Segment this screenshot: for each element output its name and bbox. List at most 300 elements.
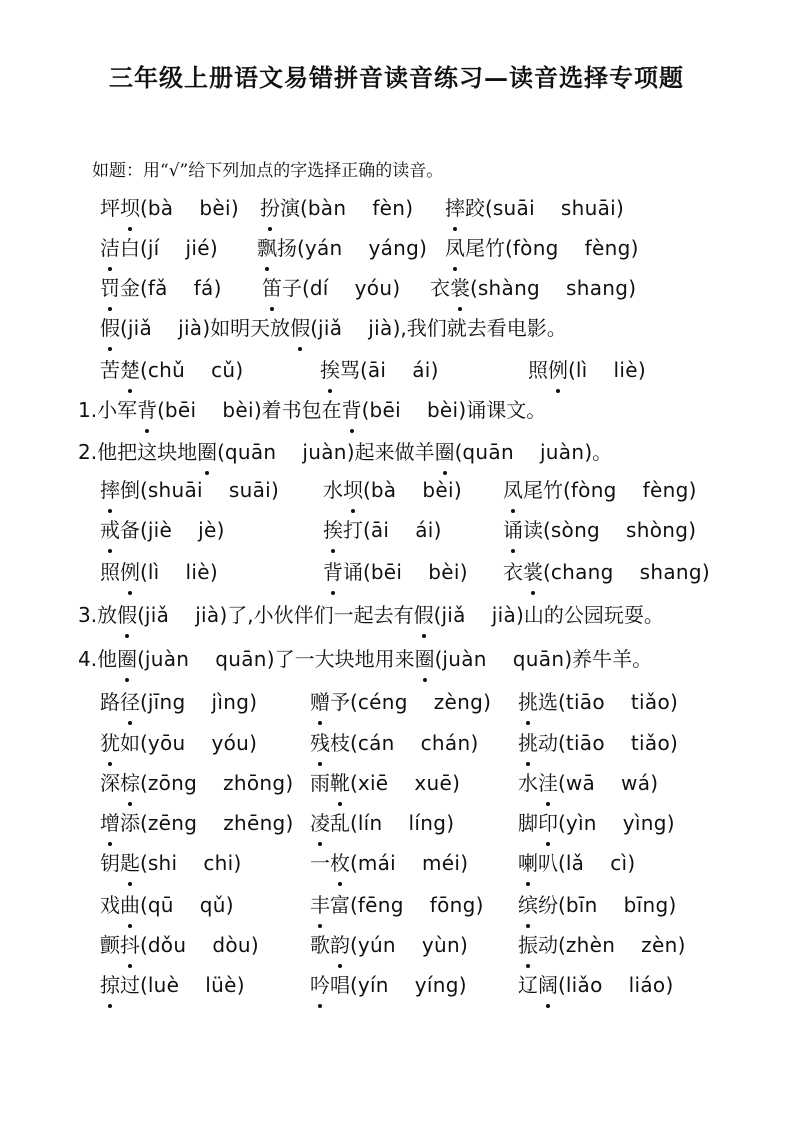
paren: ) <box>236 973 245 997</box>
paren: ) <box>666 811 675 835</box>
paren: ) <box>616 196 624 220</box>
dotted-char: 挑 <box>518 731 538 755</box>
pinyin-option-b[interactable]: quān <box>512 647 565 671</box>
pinyin-option-b[interactable]: quān <box>215 647 267 671</box>
pinyin-option-a[interactable]: mái <box>357 851 397 875</box>
word-cell <box>100 476 279 504</box>
word-item <box>320 358 438 382</box>
question-number: 3. <box>78 603 98 627</box>
pinyin-option-b[interactable]: yóu <box>211 731 250 755</box>
word-cell <box>260 194 413 222</box>
paren: ) <box>688 518 697 542</box>
dotted-char: 裳 <box>523 560 543 584</box>
pinyin-option-b[interactable]: jìng <box>211 690 250 714</box>
word-item <box>100 973 245 997</box>
pinyin-option-a[interactable]: bēi <box>370 560 403 584</box>
word-item <box>445 196 624 220</box>
paren: ) <box>430 358 439 382</box>
pinyin-option-b[interactable]: tiǎo <box>630 731 670 755</box>
pinyin-option-b[interactable]: jè <box>198 518 217 542</box>
pinyin-option-a[interactable]: fēng <box>357 893 404 917</box>
paren: ( <box>434 647 443 671</box>
paren: ) <box>458 398 467 422</box>
word-cell <box>320 356 438 384</box>
paren: ( <box>120 316 128 340</box>
pinyin-option-b[interactable]: fèn <box>372 196 406 220</box>
pinyin-option-b[interactable]: bèi <box>199 196 231 220</box>
pinyin-option-a[interactable]: luè <box>147 973 180 997</box>
word-char: 白 <box>120 236 140 260</box>
dotted-char: 假 <box>290 316 311 340</box>
paren: ( <box>558 771 566 795</box>
pinyin-option-b[interactable]: jià <box>195 603 220 627</box>
word-item <box>518 690 678 714</box>
word-cell <box>430 274 636 302</box>
paren: ( <box>350 771 358 795</box>
paren: ) <box>446 811 455 835</box>
paren: ) <box>668 893 677 917</box>
paren: ) <box>628 276 637 300</box>
pinyin-option-b[interactable]: méi <box>422 851 461 875</box>
pinyin-option-b[interactable]: dòu <box>212 933 251 957</box>
sentence-text: 着书包在 <box>261 398 342 422</box>
dotted-char: 扮 <box>260 196 280 220</box>
word-cell <box>100 891 234 919</box>
pinyin-option-b[interactable]: liè <box>185 560 210 584</box>
sentence-jia <box>100 314 567 342</box>
word-cell <box>323 558 468 586</box>
sentence-text: 了,小伙伴们一起去有 <box>227 603 414 627</box>
pinyin-option-a[interactable]: lín <box>357 811 383 835</box>
pinyin-option-a[interactable]: jiǎ <box>127 316 153 340</box>
pinyin-option-b[interactable]: yùn <box>421 933 460 957</box>
paren: ( <box>137 647 145 671</box>
pinyin-option-b[interactable]: liáo <box>628 973 666 997</box>
word-cell <box>310 688 491 716</box>
paren: ) <box>458 973 467 997</box>
pinyin-option-a[interactable]: jiǎ <box>144 603 170 627</box>
pinyin-option-a[interactable]: suāi <box>492 196 535 220</box>
pinyin-option-a[interactable]: wā <box>565 771 596 795</box>
dotted-char: 假 <box>413 603 434 627</box>
pinyin-option-a[interactable]: yìn <box>565 811 597 835</box>
dotted-char: 摔 <box>445 196 465 220</box>
word-cell <box>310 769 460 797</box>
pinyin-option-a[interactable]: chǔ <box>147 358 186 382</box>
pinyin-option-b[interactable]: liè <box>613 358 638 382</box>
word-char: 尾竹 <box>523 478 563 502</box>
word-char: 演 <box>280 196 300 220</box>
pinyin-option-a[interactable]: dí <box>309 276 329 300</box>
dotted-char: 例 <box>548 358 568 382</box>
pinyin-option-a[interactable]: tiāo <box>565 731 605 755</box>
word-cell <box>518 971 673 999</box>
paren: ( <box>543 518 551 542</box>
paren: ) <box>230 196 239 220</box>
paren: ( <box>485 196 493 220</box>
paren: ) <box>419 236 427 260</box>
word-char: 脚 <box>518 811 538 835</box>
pinyin-option-b[interactable]: líng <box>408 811 447 835</box>
dotted-char: 洁 <box>100 236 120 260</box>
pinyin-option-a[interactable]: zhèn <box>565 933 616 957</box>
pinyin-option-a[interactable]: céng <box>357 690 408 714</box>
word-cell <box>445 194 624 222</box>
word-char: 叭 <box>538 851 558 875</box>
word-item <box>323 518 441 542</box>
question-1 <box>78 396 546 424</box>
word-cell <box>100 809 293 837</box>
pinyin-option-a[interactable]: shuāi <box>147 478 203 502</box>
paren: ( <box>454 440 463 464</box>
paren: ) <box>249 731 257 755</box>
pinyin-option-a[interactable]: chang <box>550 560 614 584</box>
pinyin-option-a[interactable]: bēi <box>164 398 197 422</box>
dotted-char: 缤 <box>518 893 538 917</box>
word-cell <box>323 516 441 544</box>
pinyin-option-b[interactable]: bèi <box>222 398 254 422</box>
paren: ) <box>452 771 460 795</box>
word-cell <box>503 476 696 504</box>
paren: ) <box>285 811 294 835</box>
word-char: 路 <box>100 690 120 714</box>
paren: ( <box>300 196 308 220</box>
paren: ) <box>650 771 659 795</box>
pinyin-option-a[interactable]: yōu <box>147 731 186 755</box>
pinyin-option-a[interactable]: shi <box>147 851 178 875</box>
pinyin-option-a[interactable]: jīng <box>147 690 186 714</box>
pinyin-option-b[interactable]: jià <box>368 316 393 340</box>
dotted-char: 圈 <box>414 647 435 671</box>
paren: ( <box>297 236 305 260</box>
pinyin-option-a[interactable]: yún <box>357 933 396 957</box>
word-item <box>100 933 259 957</box>
pinyin-option-b[interactable]: shang <box>639 560 702 584</box>
paren: ) <box>627 851 636 875</box>
pinyin-option-b[interactable]: fèng <box>642 478 689 502</box>
word-item <box>518 973 673 997</box>
pinyin-option-b[interactable]: xuē <box>414 771 453 795</box>
word-cell <box>100 234 218 262</box>
word-cell <box>323 476 462 504</box>
question-number: 4. <box>78 647 98 671</box>
word-char: 子 <box>282 276 302 300</box>
pinyin-option-a[interactable]: sòng <box>550 518 601 542</box>
paren: ( <box>137 603 145 627</box>
word-item <box>518 851 635 875</box>
pinyin-option-a[interactable]: lì <box>575 358 588 382</box>
pinyin-option-b[interactable]: bèi <box>428 560 460 584</box>
dotted-char: 印 <box>538 811 558 835</box>
paren: ( <box>350 690 358 714</box>
paren: ( <box>558 973 566 997</box>
word-item <box>260 196 413 220</box>
dotted-char: 残 <box>310 731 330 755</box>
dotted-char: 枚 <box>330 851 350 875</box>
pinyin-option-a[interactable]: juàn <box>442 647 487 671</box>
paren: ) <box>460 851 469 875</box>
word-char: 水 <box>323 478 343 502</box>
pinyin-option-b[interactable]: wá <box>621 771 651 795</box>
paren: ( <box>361 398 370 422</box>
paren: ( <box>140 478 148 502</box>
paren: ( <box>350 893 358 917</box>
dotted-char: 韵 <box>330 933 350 957</box>
pinyin-option-b[interactable]: cǔ <box>211 358 236 382</box>
word-cell <box>445 234 638 262</box>
word-char: 扬 <box>277 236 297 260</box>
dotted-char: 抖 <box>120 933 140 957</box>
paren: ( <box>140 518 148 542</box>
pinyin-option-b[interactable]: jià <box>491 603 517 627</box>
pinyin-option-a[interactable]: fǎ <box>147 276 168 300</box>
sentence-text: 山的公园玩耍。 <box>523 603 664 627</box>
pinyin-option-a[interactable]: bàn <box>307 196 347 220</box>
pinyin-option-a[interactable]: qū <box>147 893 174 917</box>
word-cell <box>518 809 675 837</box>
dotted-char: 背 <box>137 398 158 422</box>
pinyin-option-a[interactable]: dǒu <box>147 933 187 957</box>
pinyin-option-b[interactable]: shòng <box>626 518 689 542</box>
paren: ) <box>433 518 442 542</box>
dotted-char: 戒 <box>100 518 120 542</box>
paren: ) <box>285 771 294 795</box>
pinyin-option-b[interactable]: yóu <box>354 276 393 300</box>
pinyin-option-a[interactable]: jiǎ <box>318 316 343 340</box>
dotted-char: 赠 <box>310 690 330 714</box>
pinyin-option-b[interactable]: fá <box>193 276 214 300</box>
word-item <box>100 276 221 300</box>
word-cell <box>100 769 293 797</box>
word-item <box>310 811 454 835</box>
pinyin-option-a[interactable]: lǎ <box>565 851 585 875</box>
paren: ( <box>140 933 148 957</box>
pinyin-option-a[interactable]: bà <box>370 478 397 502</box>
dotted-char: 罚 <box>100 276 120 300</box>
word-cell <box>100 516 224 544</box>
pinyin-option-b[interactable]: lüè <box>205 973 237 997</box>
dotted-char: 掠 <box>100 973 120 997</box>
pinyin-option-a[interactable]: fòng <box>512 236 559 260</box>
dotted-char: 诵 <box>503 518 523 542</box>
pinyin-option-a[interactable]: bīn <box>565 893 598 917</box>
word-item <box>100 236 218 260</box>
word-item <box>503 518 696 542</box>
word-cell <box>100 194 239 222</box>
pinyin-option-b[interactable]: jià <box>178 316 203 340</box>
word-cell <box>100 931 259 959</box>
paren: ) <box>346 440 355 464</box>
word-item <box>445 236 638 260</box>
word-item <box>100 851 241 875</box>
dotted-char: 圈 <box>434 440 455 464</box>
word-cell <box>100 849 241 877</box>
dotted-char: 假 <box>117 603 138 627</box>
paren: ) <box>392 316 401 340</box>
dotted-char: 笛 <box>262 276 282 300</box>
question-number: 1. <box>78 398 98 422</box>
paren: ) <box>677 933 686 957</box>
word-item <box>310 731 478 755</box>
paren: ( <box>140 236 148 260</box>
word-char: 添 <box>120 811 140 835</box>
pinyin-option-b[interactable]: jié <box>185 236 210 260</box>
word-char: 苦 <box>100 358 120 382</box>
paren: ) <box>470 731 479 755</box>
pinyin-option-b[interactable]: chán <box>420 731 471 755</box>
pinyin-option-a[interactable]: āi <box>370 518 390 542</box>
paren: ) <box>670 690 678 714</box>
word-item <box>323 560 468 584</box>
pinyin-option-a[interactable]: quān <box>224 440 277 464</box>
word-cell <box>518 729 678 757</box>
paren: ) <box>250 933 259 957</box>
word-cell <box>310 891 483 919</box>
pinyin-option-b[interactable]: shuāi <box>560 196 617 220</box>
sentence-text: 了一大块地用来 <box>274 647 415 671</box>
pinyin-option-b[interactable]: fèng <box>584 236 631 260</box>
paren: ( <box>363 478 371 502</box>
pinyin-option-b[interactable]: zhōng <box>223 771 286 795</box>
paren: ( <box>350 973 358 997</box>
pinyin-option-b[interactable]: suāi <box>228 478 272 502</box>
word-char: 水 <box>518 771 538 795</box>
pinyin-option-b[interactable]: yáng <box>368 236 420 260</box>
question-number: 2. <box>78 440 98 464</box>
pinyin-option-a[interactable]: lì <box>147 560 160 584</box>
dotted-char: 曲 <box>120 893 140 917</box>
paren: ) <box>266 647 275 671</box>
dotted-char: 吟 <box>310 973 330 997</box>
pinyin-option-a[interactable]: jiǎ <box>441 603 466 627</box>
paren: ( <box>558 893 566 917</box>
paren: ( <box>140 560 148 584</box>
word-item <box>310 893 483 917</box>
word-cell <box>100 971 245 999</box>
word-item <box>503 560 710 584</box>
pinyin-option-b[interactable]: tiǎo <box>630 690 670 714</box>
word-item <box>310 771 460 795</box>
pinyin-option-a[interactable]: yán <box>304 236 343 260</box>
paren: ( <box>363 518 371 542</box>
pinyin-option-a[interactable]: tiāo <box>565 690 605 714</box>
pinyin-option-b[interactable]: bèi <box>422 478 454 502</box>
paren: ) <box>459 560 468 584</box>
paren: ) <box>213 276 222 300</box>
pinyin-option-a[interactable]: cán <box>357 731 395 755</box>
dotted-char: 圈 <box>197 440 218 464</box>
word-cell <box>518 891 676 919</box>
word-cell <box>310 809 454 837</box>
dotted-char: 坝 <box>343 478 363 502</box>
pinyin-option-a[interactable]: bà <box>147 196 174 220</box>
paren: ( <box>363 560 371 584</box>
pinyin-option-a[interactable]: jiè <box>147 518 173 542</box>
paren: ( <box>217 440 225 464</box>
pinyin-option-a[interactable]: zōng <box>147 771 198 795</box>
pinyin-option-b[interactable]: zèng <box>433 690 484 714</box>
sentence-text: 诵课文。 <box>466 398 547 422</box>
word-item <box>100 731 257 755</box>
pinyin-option-b[interactable]: zhēng <box>223 811 286 835</box>
paren: ( <box>470 276 478 300</box>
pinyin-option-b[interactable]: yíng <box>414 973 459 997</box>
pinyin-option-b[interactable]: juàn <box>302 440 347 464</box>
word-cell <box>257 234 427 262</box>
pinyin-option-b[interactable]: zèn <box>641 933 678 957</box>
dotted-char: 楚 <box>120 358 140 382</box>
word-char: 金 <box>120 276 140 300</box>
pinyin-option-a[interactable]: zēng <box>147 811 198 835</box>
paren: ( <box>140 276 148 300</box>
word-cell <box>518 688 678 716</box>
paren: ) <box>701 560 710 584</box>
pinyin-option-a[interactable]: juàn <box>144 647 190 671</box>
pinyin-option-a[interactable]: bēi <box>369 398 401 422</box>
sentence-text: 如明天放 <box>210 316 291 340</box>
word-item <box>100 478 279 502</box>
pinyin-option-a[interactable]: jí <box>147 236 160 260</box>
pinyin-option-a[interactable]: quān <box>462 440 514 464</box>
dotted-char: 阔 <box>538 973 558 997</box>
paren: ( <box>558 731 566 755</box>
word-cell <box>100 688 257 716</box>
pinyin-option-b[interactable]: fōng <box>429 893 476 917</box>
dotted-char: 挨 <box>323 518 343 542</box>
pinyin-option-a[interactable]: āi <box>367 358 387 382</box>
pinyin-option-b[interactable]: ái <box>412 358 431 382</box>
pinyin-option-b[interactable]: cì <box>610 851 628 875</box>
pinyin-option-a[interactable]: xiē <box>357 771 389 795</box>
pinyin-option-a[interactable]: fòng <box>570 478 617 502</box>
paren: ) <box>460 933 468 957</box>
paren: ( <box>433 603 442 627</box>
word-char: 如 <box>120 731 140 755</box>
paren: ) <box>453 478 462 502</box>
paren: ) <box>219 603 228 627</box>
word-char: 枝 <box>330 731 350 755</box>
pinyin-option-b[interactable]: chi <box>203 851 234 875</box>
paren: ) <box>483 690 491 714</box>
word-cell <box>310 931 468 959</box>
paren: ) <box>253 398 262 422</box>
word-item <box>100 690 257 714</box>
word-item <box>518 811 675 835</box>
dotted-char: 挨 <box>320 358 340 382</box>
word-item <box>310 973 467 997</box>
pinyin-option-a[interactable]: liǎo <box>565 973 603 997</box>
pinyin-option-a[interactable]: shàng <box>477 276 541 300</box>
dotted-char: 棕 <box>120 771 140 795</box>
paren: ) <box>630 236 639 260</box>
pinyin-option-a[interactable]: yín <box>357 973 389 997</box>
pinyin-option-b[interactable]: ái <box>415 518 434 542</box>
word-cell <box>100 356 243 384</box>
word-item <box>528 358 646 382</box>
word-item <box>100 560 218 584</box>
word-char: 衣 <box>503 560 523 584</box>
pinyin-option-b[interactable]: bīng <box>623 893 669 917</box>
pinyin-option-b[interactable]: bèi <box>426 398 459 422</box>
word-char: 歌 <box>310 933 330 957</box>
pinyin-option-b[interactable]: yìng <box>622 811 667 835</box>
paren: ( <box>140 771 148 795</box>
pinyin-option-b[interactable]: juàn <box>539 440 585 464</box>
word-char: 雨 <box>310 771 330 795</box>
word-cell <box>503 558 710 586</box>
pinyin-option-b[interactable]: qǔ <box>199 893 226 917</box>
pinyin-option-b[interactable]: shang <box>566 276 629 300</box>
